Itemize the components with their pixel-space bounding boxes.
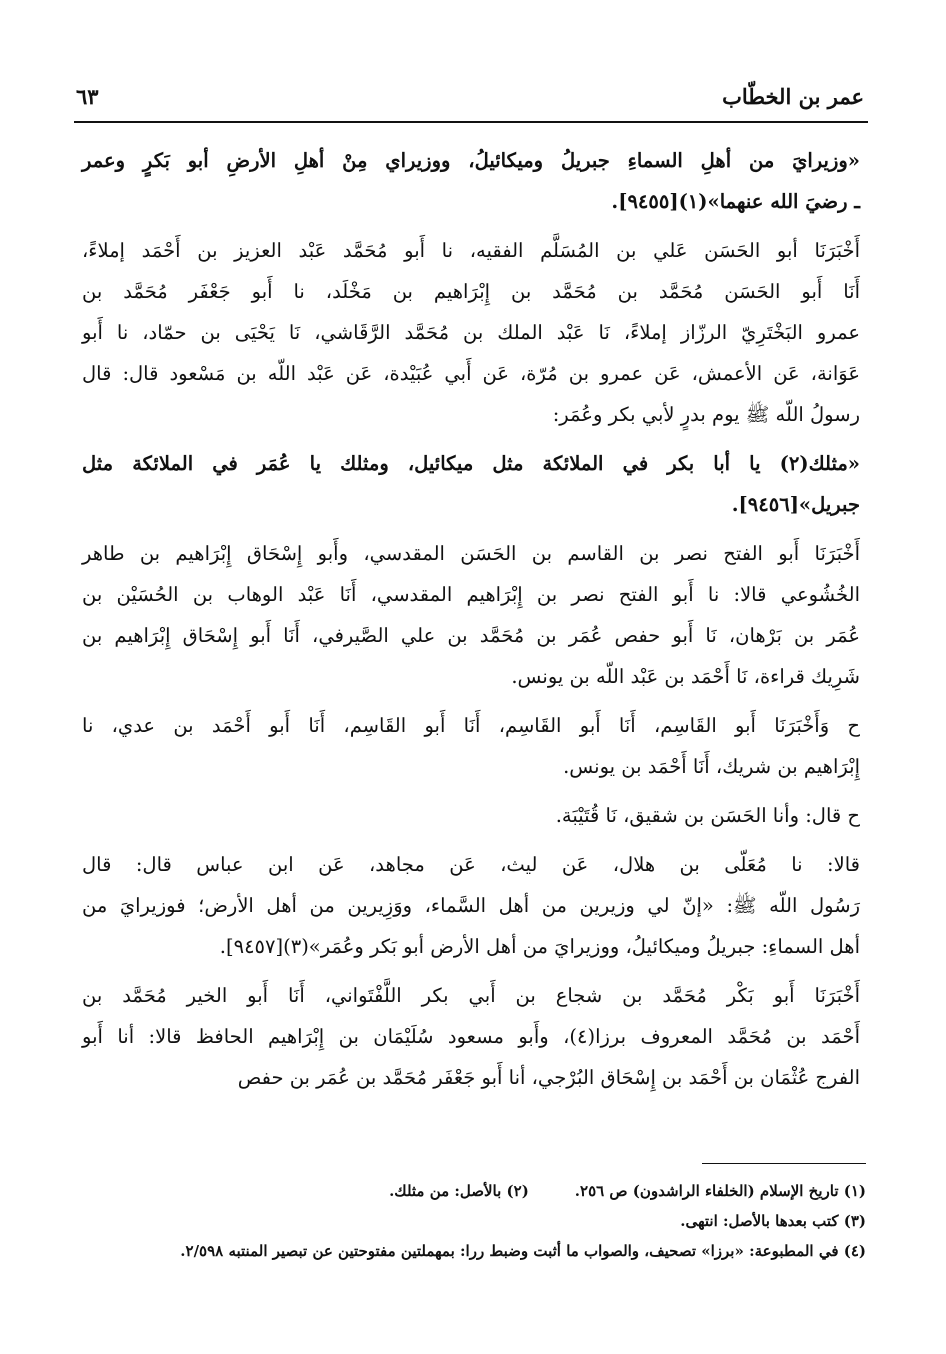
footnote-row [80,1206,866,1236]
text-line: أهل السماءِ: جبريلُ وميكائيلُ، ووزيرايَ من أهل الأرض أبو بَكر وعُمَر»(٣)[٩٤٥٧]. [219,935,860,958]
text-line: ـ رضيَ الله عنهما»(١)[٩٤٥٥]. [611,190,860,213]
page-header [74,82,864,118]
footnote-rule [702,1163,866,1164]
paragraph [82,795,860,836]
text-line: رَسُول اللّه ﷺ: «إنّ لي وزيرين من أهل السَّماء، ووَزِيرين من أهل الأرض؛ فوزيرايَ من [82,894,860,917]
footnotes [80,1176,866,1266]
text-line: قالا: نا مُعَلّى بن هلال، عَن ليث، عَن مجاهد، عَن ابن عباس قال: قال [82,853,860,876]
page-number: ٦٣ [76,84,99,109]
text-line: أَخْبَرَنَا أبو الحَسَن عَلي بن المُسَلَّم الفقيه، نا أَبو مُحَمَّد عَبْد العزيز بن أَحْمَد إملاءً، [82,239,860,262]
text-line: عُمَر بن بَرْهان، نَا أَبو حفص عُمَر بن مُحَمَّد بن علي الصَّيرفي، أَنَا أَبو إِسْحَاق إِبْرَاهيم بن [82,624,860,647]
paragraph [82,443,860,525]
text-line: أَنَا أَبو الحَسَن مُحَمَّد بن مُحَمَّد بن إِبْرَاهيم بن مَخْلَد، نا أَبو جَعْفَر مُحَمَّد بن [82,280,860,303]
text-line: أَحْمَد بن مُحَمَّد المعروف برزا(٤)، وأَبو مسعود سُلَيْمَان بن إِبْرَاهيم الحافظ قالا: أنا أَبو [82,1025,860,1048]
paragraph [82,230,860,435]
text-line: ح وَأَخْبَرَنَا أَبو القَاسِم، أَنَا أَبو القَاسِم، أَنَا أَبو القَاسِم، أَنَا أَبو أَحْمَد بن عدي، نا [82,714,860,737]
paragraph [82,705,860,787]
text-line: عَوَانة، عَن الأعمش، عَن عمرو بن مُرّة، عَن أَبي عُبَيْدة، عَن عَبْد اللّه بن مَسْعود قال: قال [82,362,860,385]
text-line: الفرج عُثْمَان بن أَحْمَد بن إِسْحَاق البُرْجي، أنا أَبو جَعْفَر مُحَمَّد بن عُمَر بن حفص [237,1066,860,1089]
footnote-1: (١) تاريخ الإسلام (الخلفاء الراشدون) ص ٢٥٦. [574,1182,866,1200]
paragraph [82,975,860,1098]
text-line: إِبْرَاهيم بن شريك، أَنَا أَحْمَد بن يونس. [563,755,860,778]
text-line: جبريل»[٩٤٥٦]. [731,493,860,516]
paragraph [82,533,860,697]
footnote-4: (٤) في المطبوعة: «برزا» تصحيف، والصواب ما أثبت وضبط ررا: بمهملتين مفتوحتين عن تبصير المنتبه ٢/٥٩٨. [180,1242,866,1260]
footnote-3: (٣) كتب بعدها بالأصل: انتهى. [680,1212,866,1230]
main-text [82,140,860,1106]
text-line: رسولُ اللّه ﷺ يوم بدرٍ لأبي بكر وعُمَر: [552,403,860,426]
text-line: شَرِيك قراءة، نَا أَحْمَد بن عَبْد اللّه بن يونس. [511,665,860,688]
header-rule [74,121,868,123]
text-line: أَخْبَرَنَا أَبو الفتح نصر بن القاسم بن الحَسَن المقدسي، وأَبو إِسْحَاق إِبْرَاهيم بن طاهر [82,542,860,565]
running-title: عمر بن الخطّاب [722,84,864,109]
paragraph [82,844,860,967]
footnote-row [80,1176,866,1206]
text-line: الخُشُوعي قالا: نا أَبو الفتح نصر بن إِبْرَاهيم المقدسي، أَنَا عَبْد الوهاب بن الحُسَيْن بن [82,583,860,606]
text-line: عمرو البَخْتَرِيّ الرزّاز إملاءً، نَا عَبْد الملك بن مُحَمَّد الرَّقَاشي، نَا يَحْيَى بن حمّاد، نا أَبو [82,321,860,344]
text-line: ح قال: وأنا الحَسَن بن شقيق، نَا قُتَيْبَة. [555,804,860,827]
footnote-row [80,1236,866,1266]
text-line: «وزيرايَ من أهلِ السماءِ جبريلُ وميكائيلُ، ووزيراي مِنْ أهلِ الأرضِ أبو بَكرٍ وعمر [82,149,860,172]
footnote-2: (٢) بالأصل: من مثلك. [389,1182,529,1200]
text-line: «مثلك(٢) يا أبا بكر في الملائكة مثل ميكائيل، ومثلك يا عُمَر في الملائكة مثل [82,452,860,475]
paragraph [82,140,860,222]
text-line: أَخْبَرَنَا أَبو بَكْر مُحَمَّد بن شجاع بن أَبي بكر اللَّفْتَواني، أَنَا أَبو الخير مُحَمَّد بن [82,984,860,1007]
